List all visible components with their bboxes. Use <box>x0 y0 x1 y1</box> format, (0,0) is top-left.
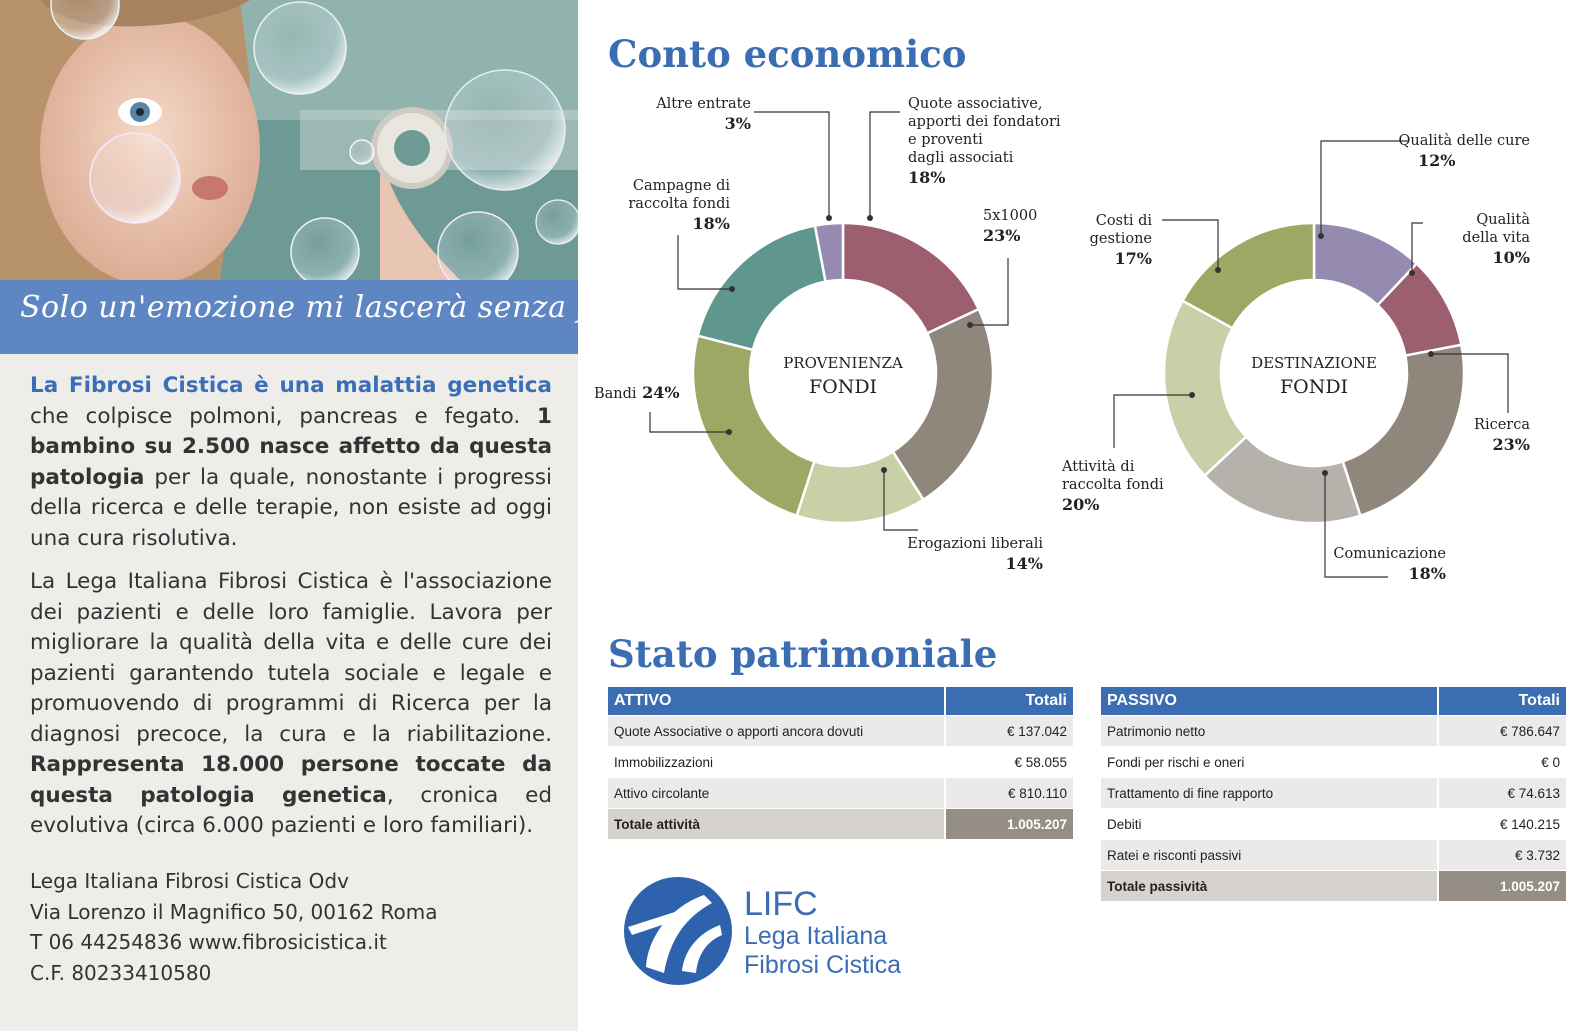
leader-dot <box>729 286 735 292</box>
association-text-1: La Lega Italiana Fibrosi Cistica è l'associazione dei pazienti e delle loro famiglie. Lavora per migliorare la qualità della vita e delle cure dei pazienti garantendo tutela sociale e legale e promuovendo di programmi di Ricerca per la diagnosi precoce, la cura e la riabilitazione. <box>30 569 552 747</box>
leader-dot <box>726 429 732 435</box>
leader-dot <box>1189 392 1195 398</box>
passivo-item: Debiti <box>1101 809 1438 840</box>
slice-label: Attività di <box>1062 459 1135 475</box>
passivo-value: € 140.215 <box>1438 809 1566 840</box>
leader-dot <box>826 215 832 221</box>
lifc-logo-text <box>744 886 901 980</box>
leader-dot <box>1409 270 1415 276</box>
donut-slice <box>698 226 826 350</box>
table-row <box>1101 809 1566 840</box>
passivo-header: PASSIVO <box>1101 687 1438 716</box>
slice-percent: 10% <box>1492 248 1530 267</box>
logo-line1: Lega Italiana <box>744 922 888 950</box>
contact-address <box>30 866 438 988</box>
slice-label: Erogazioni liberali <box>907 536 1043 552</box>
attivo-value: € 58.055 <box>945 747 1073 778</box>
attivo-table <box>608 687 1073 839</box>
intro-text-2: per la quale, nonostante i progressi della ricerca e delle terapie, non esiste ad oggi una cura risolutiva. <box>30 464 552 551</box>
passivo-totali-header: Totali <box>1438 687 1566 716</box>
address-line: Via Lorenzo il Magnifico 50, 00162 Roma <box>30 899 438 924</box>
table-row <box>608 778 1073 809</box>
slice-percent: 12% <box>1418 151 1456 170</box>
leader-line <box>1321 141 1408 236</box>
slice-label: Campagne di <box>632 178 730 194</box>
intro-text-1: che colpisce polmoni, pancreas e fegato. <box>30 403 538 429</box>
slice-percent: 18% <box>692 214 730 233</box>
slice-percent: 18% <box>1408 564 1446 583</box>
passivo-value: € 786.647 <box>1438 716 1566 747</box>
attivo-totali-header: Totali <box>945 687 1073 716</box>
slice-label: Quote associative, <box>908 96 1043 112</box>
slice-percent: 20% <box>1062 495 1100 514</box>
table-row <box>608 747 1073 778</box>
donut-slice <box>843 223 979 333</box>
intro-highlight: La Fibrosi Cistica è una malattia genetica <box>30 373 552 398</box>
passivo-item: Trattamento di fine rapporto <box>1101 778 1438 809</box>
leader-dot <box>1318 233 1324 239</box>
hero-photo <box>0 0 578 280</box>
leader-line <box>754 112 829 218</box>
slice-percent: 17% <box>1114 249 1152 268</box>
slice-percent: 14% <box>1005 554 1043 573</box>
slice-percent: 24% <box>636 383 680 402</box>
association-bold: Rappresenta 18.000 persone toccate da questa patologia genetica <box>30 752 552 808</box>
donut-center-title-1: PROVENIENZA <box>783 354 903 372</box>
slice-label: raccolta fondi <box>628 196 730 212</box>
table-row <box>1101 840 1566 871</box>
address-line: Lega Italiana Fibrosi Cistica Odv <box>30 869 349 893</box>
donut-charts <box>578 90 1595 610</box>
slice-label: e proventi <box>908 132 983 148</box>
slice-label: Bandi 24% <box>594 383 680 402</box>
passivo-value: € 74.613 <box>1438 778 1566 809</box>
address-line: C.F. 80233410580 <box>30 960 212 985</box>
passivo-item: Ratei e risconti passivi <box>1101 840 1438 871</box>
child-bubbles-image <box>0 0 578 280</box>
attivo-header: ATTIVO <box>608 687 945 716</box>
address-line[interactable]: T 06 44254836 www.fibrosicistica.it <box>30 930 387 954</box>
slice-label: Qualità <box>1476 212 1530 228</box>
slice-label: Ricerca <box>1474 417 1530 433</box>
intro-paragraph <box>30 371 552 554</box>
leader-dot <box>1428 351 1434 357</box>
donut-slice <box>893 309 993 500</box>
passivo-table <box>1101 687 1566 901</box>
passivo-total-value: 1.005.207 <box>1438 871 1566 902</box>
table-row <box>1101 716 1566 747</box>
leader-line <box>870 112 900 218</box>
donut-center-title-2: FONDI <box>1279 376 1349 398</box>
slogan-text: Solo un'emozione mi lascerà senza fiato <box>20 290 648 325</box>
attivo-item: Immobilizzazioni <box>608 747 945 778</box>
attivo-item: Attivo circolante <box>608 778 945 809</box>
attivo-total-label: Totale attività <box>608 809 945 840</box>
attivo-item: Quote Associative o apporti ancora dovuti <box>608 716 945 747</box>
table-row <box>608 716 1073 747</box>
table-total-row <box>1101 871 1566 902</box>
attivo-value: € 137.042 <box>945 716 1073 747</box>
slice-label: Qualità delle cure <box>1398 133 1530 149</box>
leader-dot <box>1215 267 1221 273</box>
slice-label: dagli associati <box>908 150 1014 166</box>
table-total-row <box>608 809 1073 840</box>
passivo-item: Fondi per rischi e oneri <box>1101 747 1438 778</box>
table-row <box>1101 778 1566 809</box>
slice-percent: 18% <box>908 168 946 187</box>
association-paragraph <box>30 567 552 842</box>
leader-dot <box>881 467 887 473</box>
logo-abbr: LIFC <box>744 885 818 923</box>
slice-label: 5x1000 <box>983 208 1038 224</box>
slice-label: Costi di <box>1095 213 1152 229</box>
stato-patrimoniale-heading: Stato patrimoniale <box>608 632 998 676</box>
passivo-value: € 3.732 <box>1438 840 1566 871</box>
passivo-item: Patrimonio netto <box>1101 716 1438 747</box>
donut-center-title-1: DESTINAZIONE <box>1251 354 1377 372</box>
slice-percent: 23% <box>983 226 1021 245</box>
attivo-total-value: 1.005.207 <box>945 809 1073 840</box>
slice-label: gestione <box>1089 231 1152 247</box>
logo-line2: Fibrosi Cistica <box>744 951 901 979</box>
slice-percent: 3% <box>724 114 751 133</box>
passivo-value: € 0 <box>1438 747 1566 778</box>
association-text-2: , cronica ed evolutiva (circa 6.000 pazienti e loro familiari). <box>30 782 552 838</box>
slice-label: raccolta fondi <box>1062 477 1164 493</box>
conto-economico-heading: Conto economico <box>608 32 967 76</box>
leader-line <box>1162 220 1218 270</box>
passivo-total-label: Totale passività <box>1101 871 1438 902</box>
slice-percent: 23% <box>1492 435 1530 454</box>
slice-label: Comunicazione <box>1333 546 1446 562</box>
slice-label: della vita <box>1462 230 1530 246</box>
intro-bold: 1 bambino su 2.500 nasce affetto da questa patologia <box>30 403 552 490</box>
attivo-value: € 810.110 <box>945 778 1073 809</box>
leader-dot <box>1322 470 1328 476</box>
slice-label: apporti dei fondatori <box>908 114 1061 130</box>
leader-dot <box>967 322 973 328</box>
donut-center-title-2: FONDI <box>808 376 878 398</box>
table-row <box>1101 747 1566 778</box>
slice-label: Altre entrate <box>656 96 751 112</box>
leader-dot <box>867 215 873 221</box>
donut-slice <box>1183 223 1314 328</box>
